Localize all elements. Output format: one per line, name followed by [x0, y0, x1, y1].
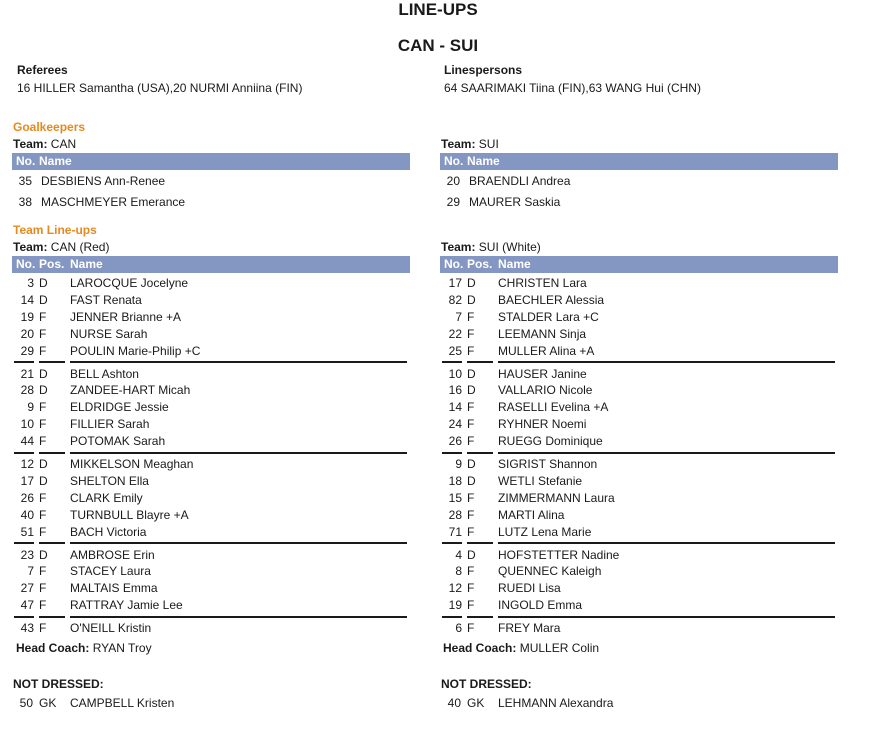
player-name: LEEMANN Sinja [498, 326, 587, 341]
player-name: BRAENDLI Andrea [469, 174, 571, 188]
player-number: 47 [20, 598, 34, 613]
player-number: 38 [18, 195, 32, 209]
player-position: F [39, 309, 47, 324]
player-position: F [467, 326, 475, 341]
player-row [0, 292, 420, 308]
player-number: 25 [448, 343, 462, 358]
head-coach-name: RYAN Troy [92, 641, 152, 655]
player-row [0, 366, 420, 382]
line-separator [467, 616, 493, 618]
player-row [0, 547, 420, 563]
player-name: CHRISTEN Lara [498, 276, 587, 290]
col-name: Name [70, 257, 103, 271]
player-name: BAECHLER Alessia [498, 292, 605, 307]
gk-header-right [440, 153, 838, 170]
player-name: ZIMMERMANN Laura [498, 490, 615, 505]
lineup-header-right [440, 256, 838, 273]
player-number: 26 [20, 490, 34, 505]
player-position: F [39, 343, 47, 358]
player-position: D [467, 547, 476, 562]
player-name: BACH Victoria [70, 524, 147, 539]
line-separator [442, 361, 462, 363]
team-name: CAN (Red) [50, 240, 110, 254]
player-row [428, 366, 848, 382]
player-name: QUENNEC Kaleigh [498, 564, 602, 579]
player-position: F [467, 598, 475, 613]
player-position: F [467, 507, 475, 522]
player-number: 29 [446, 195, 460, 209]
lineup-team-left [13, 240, 109, 254]
player-row [428, 507, 848, 523]
player-number: 50 [19, 696, 33, 710]
player-name: ZANDEE-HART Micah [70, 383, 191, 398]
player-name: MAURER Saskia [469, 195, 561, 209]
player-position: F [467, 490, 475, 505]
team-label: Team: [441, 240, 476, 254]
player-number: 35 [18, 174, 32, 188]
player-position: F [39, 434, 47, 449]
player-name: STACEY Laura [70, 564, 151, 579]
col-name: Name [39, 154, 72, 168]
head-coach-left [16, 641, 152, 655]
player-position: F [39, 326, 47, 341]
player-name: RYHNER Noemi [498, 417, 587, 432]
player-position: F [467, 343, 475, 358]
player-name: BELL Ashton [70, 366, 139, 381]
player-row [428, 382, 848, 398]
player-position: F [39, 417, 47, 432]
player-number: 82 [448, 292, 462, 307]
player-row [428, 547, 848, 563]
team-label: Team: [13, 137, 48, 151]
player-row [428, 563, 848, 579]
player-name: FILLIER Sarah [70, 417, 150, 432]
linespersons-label: Linespersons [444, 63, 523, 77]
player-number: 16 [448, 383, 462, 398]
player-name: RUEDI Lisa [498, 581, 561, 596]
player-name: RASELLI Evelina +A [498, 400, 609, 415]
gk-header-left [12, 153, 410, 170]
line-separator [70, 361, 407, 363]
referees-list: 16 HILLER Samantha (USA),20 NURMI Anniina (FIN) [17, 81, 303, 95]
player-name: HAUSER Janine [498, 366, 587, 381]
player-number: 40 [20, 507, 34, 522]
player-name: HOFSTETTER Nadine [498, 547, 620, 562]
player-row [0, 309, 420, 325]
player-position: F [39, 524, 47, 539]
col-no: No. [16, 257, 36, 271]
col-no: No. [444, 257, 464, 271]
player-position: F [467, 581, 475, 596]
player-name: FREY Mara [498, 621, 561, 636]
line-separator [14, 616, 34, 618]
line-separator [498, 616, 835, 618]
line-separator [442, 616, 462, 618]
referees-label: Referees [17, 63, 68, 77]
line-separator [14, 542, 34, 544]
player-row [0, 433, 420, 449]
col-name: Name [467, 154, 500, 168]
player-position: GK [467, 696, 485, 710]
player-number: 20 [20, 326, 34, 341]
player-number: 12 [20, 457, 34, 471]
line-separator [39, 452, 65, 454]
player-name: O'NEILL Kristin [70, 621, 152, 636]
player-name: POTOMAK Sarah [70, 434, 166, 449]
col-name: Name [498, 257, 531, 271]
player-position: D [467, 383, 476, 398]
col-no: No. [444, 154, 464, 168]
player-row [0, 473, 420, 489]
player-row [428, 433, 848, 449]
lineups-heading: Team Line-ups [13, 223, 97, 237]
head-coach-name: MULLER Colin [519, 641, 600, 655]
player-number: 43 [20, 621, 34, 636]
player-name: MULLER Alina +A [498, 343, 595, 358]
lineup-team-right [441, 240, 541, 254]
player-position: F [467, 309, 475, 324]
line-separator [498, 542, 835, 544]
line-separator [498, 452, 835, 454]
player-row [428, 473, 848, 489]
line-separator [39, 542, 65, 544]
player-position: F [467, 434, 475, 449]
player-number: 10 [20, 417, 34, 432]
player-row [0, 343, 420, 359]
player-number: 71 [448, 524, 462, 539]
player-name: STALDER Lara +C [498, 309, 599, 324]
player-name: POULIN Marie-Philip +C [70, 343, 201, 358]
player-number: 12 [448, 581, 462, 596]
player-position: F [39, 490, 47, 505]
player-row [0, 507, 420, 523]
player-name: FAST Renata [70, 292, 142, 307]
player-row [0, 382, 420, 398]
player-row [0, 399, 420, 415]
player-position: D [39, 473, 48, 488]
player-number: 9 [455, 457, 462, 471]
player-number: 27 [20, 581, 34, 596]
player-row [0, 524, 420, 540]
player-position: F [467, 400, 475, 415]
player-number: 15 [448, 490, 462, 505]
player-row [0, 563, 420, 579]
line-separator [70, 452, 407, 454]
player-position: F [39, 598, 47, 613]
player-number: 7 [455, 309, 462, 324]
player-position: D [39, 292, 48, 307]
player-number: 23 [20, 547, 34, 562]
player-row [428, 292, 848, 308]
player-number: 17 [448, 276, 462, 290]
line-separator [70, 542, 407, 544]
player-name: CAMPBELL Kristen [70, 696, 175, 710]
line-separator [442, 452, 462, 454]
player-name: RATTRAY Jamie Lee [70, 598, 183, 613]
player-number: 21 [20, 366, 34, 381]
player-number: 51 [20, 524, 34, 539]
player-row [0, 580, 420, 596]
player-number: 22 [448, 326, 462, 341]
player-row [428, 416, 848, 432]
match-title: CAN - SUI [397, 36, 479, 55]
col-pos: Pos. [39, 257, 65, 271]
player-name: ELDRIDGE Jessie [70, 400, 169, 415]
player-position: F [467, 621, 475, 636]
goalkeepers-heading: Goalkeepers [13, 120, 86, 134]
player-name: LEHMANN Alexandra [498, 696, 614, 710]
line-separator [70, 616, 407, 618]
player-name: JENNER Brianne +A [70, 309, 182, 324]
player-position: D [39, 383, 48, 398]
player-name: DESBIENS Ann-Renee [41, 174, 166, 188]
team-name: SUI [478, 137, 499, 151]
player-name: SHELTON Ella [70, 473, 149, 488]
goalkeeper-row [0, 173, 420, 189]
player-row [428, 275, 848, 291]
player-number: 9 [27, 400, 34, 415]
team-name: SUI (White) [478, 240, 541, 254]
line-separator [14, 452, 34, 454]
player-name: WETLI Stefanie [498, 473, 583, 488]
player-name: TURNBULL Blayre +A [70, 507, 189, 522]
col-no: No. [16, 154, 36, 168]
player-position: F [39, 621, 47, 636]
player-name: CLARK Emily [70, 490, 143, 505]
line-separator [39, 616, 65, 618]
player-number: 19 [448, 598, 462, 613]
player-name: INGOLD Emma [498, 598, 583, 613]
player-row [428, 456, 848, 472]
player-row [428, 326, 848, 342]
team-name: CAN [50, 137, 77, 151]
player-number: 7 [27, 564, 34, 579]
not-dressed-row-left [0, 695, 420, 711]
team-label: Team: [13, 240, 48, 254]
player-position: F [467, 524, 475, 539]
line-separator [39, 361, 65, 363]
goalkeeper-row [428, 173, 848, 189]
gk-team-left [13, 137, 76, 151]
player-row [0, 456, 420, 472]
player-position: D [39, 366, 48, 381]
player-row [428, 580, 848, 596]
player-number: 29 [20, 343, 34, 358]
team-label: Team: [441, 137, 476, 151]
player-row [428, 490, 848, 506]
player-row [428, 524, 848, 540]
player-row [428, 597, 848, 613]
line-separator [442, 542, 462, 544]
player-number: 44 [20, 434, 34, 449]
player-name: MASCHMEYER Emerance [41, 195, 186, 209]
head-coach-label: Head Coach: [443, 641, 517, 655]
player-number: 19 [20, 309, 34, 324]
line-separator [467, 361, 493, 363]
head-coach-label: Head Coach: [16, 641, 90, 655]
lineup-header-left [12, 256, 410, 273]
player-row [0, 490, 420, 506]
line-separator [498, 361, 835, 363]
player-row [0, 620, 420, 636]
player-number: 17 [20, 473, 34, 488]
player-position: F [467, 564, 475, 579]
player-name: LAROCQUE Jocelyne [70, 276, 189, 290]
player-number: 10 [448, 366, 462, 381]
goalkeeper-row [428, 194, 848, 210]
line-separator [467, 542, 493, 544]
player-name: LUTZ Lena Marie [498, 524, 592, 539]
player-name: MIKKELSON Meaghan [70, 457, 194, 471]
player-name: RUEGG Dominique [498, 434, 603, 449]
player-position: D [467, 276, 476, 290]
line-separator [14, 361, 34, 363]
player-number: 28 [20, 383, 34, 398]
player-number: 14 [20, 292, 34, 307]
player-number: 8 [455, 564, 462, 579]
player-position: GK [39, 696, 57, 710]
line-separator [467, 452, 493, 454]
not-dressed-label-right: NOT DRESSED: [441, 677, 532, 691]
player-number: 40 [447, 696, 461, 710]
player-name: AMBROSE Erin [70, 547, 155, 562]
player-position: D [467, 292, 476, 307]
player-number: 26 [448, 434, 462, 449]
page-title: LINE-UPS [398, 0, 478, 19]
player-position: F [39, 581, 47, 596]
player-row [428, 343, 848, 359]
player-position: F [39, 400, 47, 415]
player-name: MARTI Alina [498, 507, 565, 522]
player-row [428, 620, 848, 636]
player-position: F [467, 417, 475, 432]
player-position: F [39, 564, 47, 579]
player-name: NURSE Sarah [70, 326, 148, 341]
player-number: 6 [455, 621, 462, 636]
goalkeeper-row [0, 194, 420, 210]
player-number: 24 [448, 417, 462, 432]
linespersons-list: 64 SAARIMAKI Tiina (FIN),63 WANG Hui (CHN) [444, 81, 701, 95]
col-pos: Pos. [467, 257, 493, 271]
player-row [0, 416, 420, 432]
player-number: 28 [448, 507, 462, 522]
player-position: D [467, 457, 476, 471]
player-number: 4 [455, 547, 462, 562]
player-position: D [39, 457, 48, 471]
player-number: 3 [27, 276, 34, 290]
player-name: SIGRIST Shannon [498, 457, 598, 471]
player-number: 18 [448, 473, 462, 488]
player-number: 14 [448, 400, 462, 415]
player-position: F [39, 507, 47, 522]
player-position: D [467, 366, 476, 381]
player-name: VALLARIO Nicole [498, 383, 593, 398]
head-coach-right [443, 641, 599, 655]
player-name: MALTAIS Emma [70, 581, 158, 596]
player-position: D [467, 473, 476, 488]
player-position: D [39, 276, 48, 290]
not-dressed-row-right [428, 695, 848, 711]
player-number: 20 [446, 174, 460, 188]
player-row [428, 309, 848, 325]
player-row [0, 597, 420, 613]
player-row [428, 399, 848, 415]
player-row [0, 326, 420, 342]
player-row [0, 275, 420, 291]
gk-team-right [441, 137, 499, 151]
not-dressed-label-left: NOT DRESSED: [13, 677, 104, 691]
player-position: D [39, 547, 48, 562]
